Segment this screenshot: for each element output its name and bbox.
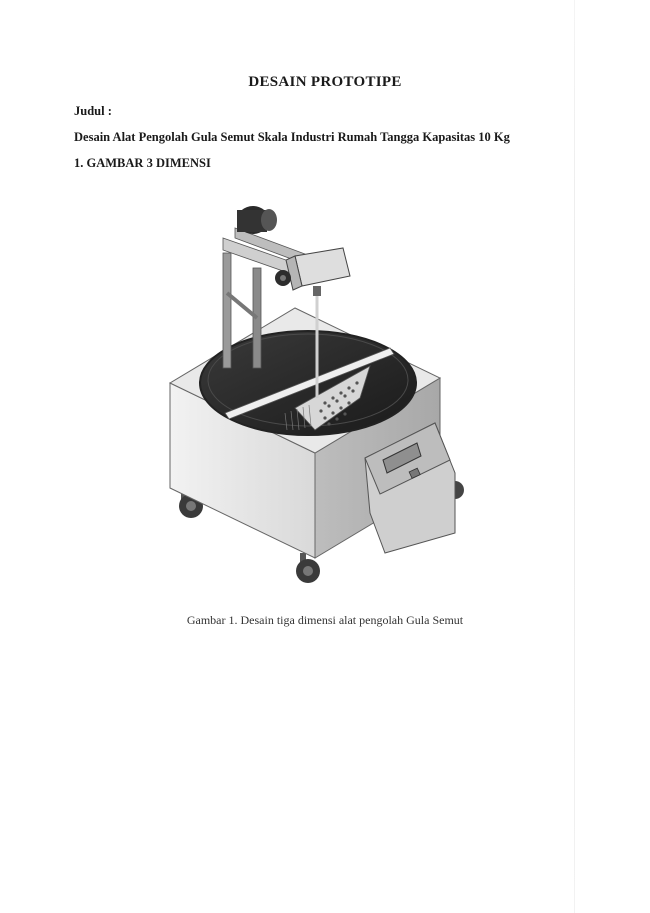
scan-edge-line bbox=[574, 0, 575, 913]
section-heading: 1. GAMBAR 3 DIMENSI bbox=[74, 156, 211, 170]
judul-text: Desain Alat Pengolah Gula Semut Skala Industri Rumah Tangga Kapasitas 10 Kg bbox=[74, 130, 510, 144]
figure-caption: Gambar 1. Desain tiga dimensi alat pengolah Gula Semut bbox=[186, 613, 464, 627]
judul-label: Judul : bbox=[74, 104, 112, 118]
prototype-3d-figure bbox=[165, 198, 485, 598]
page-title: DESAIN PROTOTIPE bbox=[248, 74, 402, 90]
electric-motor bbox=[237, 206, 277, 234]
